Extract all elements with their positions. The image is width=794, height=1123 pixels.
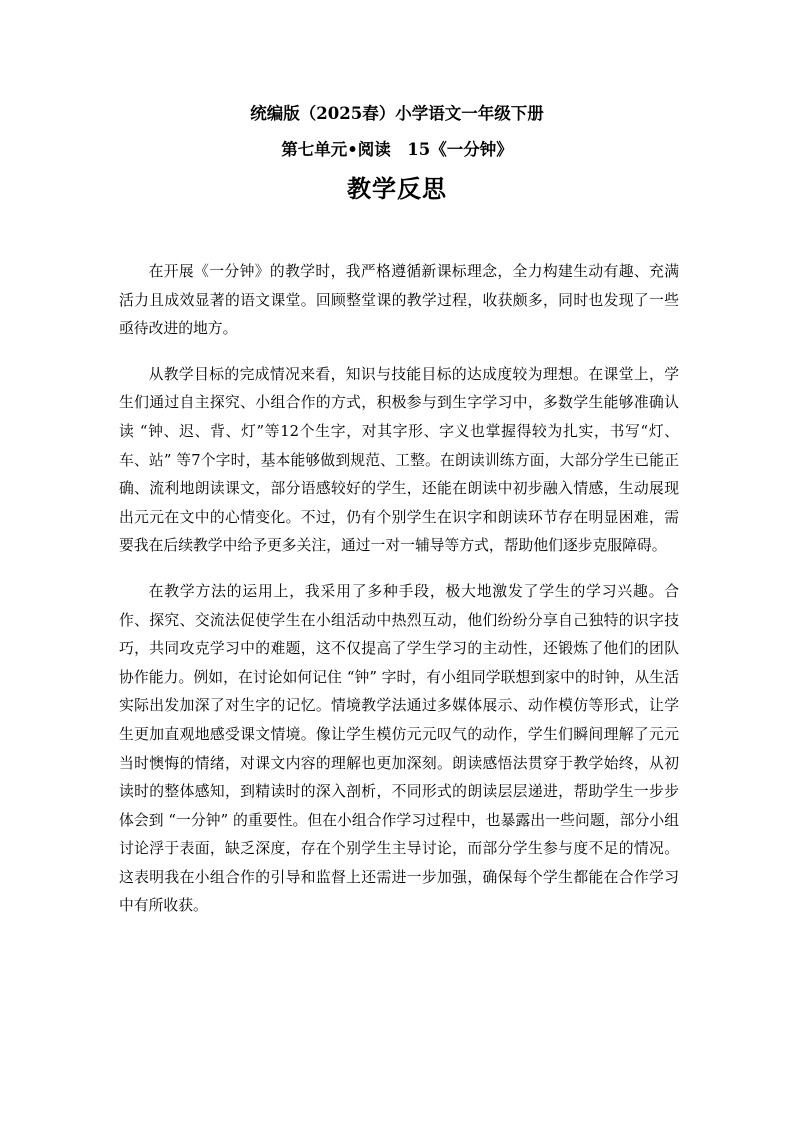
document-title: 教学反思 — [347, 174, 447, 203]
document-header — [0, 104, 794, 204]
document-body — [119, 258, 679, 938]
paragraph-intro: 在开展《一分钟》的教学时，我严格遵循新课标理念，全力构建生动有趣、充满活力且成效显著的语文课堂。回顾整堂课的教学过程，收获颇多，同时也发现了一些亟待改进的地方。 — [119, 263, 679, 338]
paragraph-teaching-methods: 在教学方法的运用上，我采用了多种手段，极大地激发了学生的学习兴趣。合作、探究、交流法促使学生在小组活动中热烈互动，他们纷纷分享自己独特的识字技巧，共同攻克学习中的难题，这不仅提高了学生学习的主动性，还锻炼了他们的团队协作能力。例如，在讨论如何记住 “钟” 字时，有小组同学联想到家中的时钟，从生活实际出发加深了对生字的记忆。情境教学法通过多媒体展示、动作模仿等形式，让学生更加直观地感受课文情境。像让学生模仿元元叹气的动作，学生们瞬间理解了元元当时懊悔的情绪，对课文内容的理解也更加深刻。朗读感悟法贯穿于教学始终，从初读时的整体感知，到精读时的深入剖析，不同形式的朗读层层递进，帮助学生一步步体会到 “一分钟” 的重要性。但在小组合作学习过程中，也暴露出一些问题，部分小组讨论浮于表面，缺乏深度，存在个别学生主导讨论，而部分学生参与度不足的情况。这表明我在小组合作的引导和监督上还需进一步加强，确保每个学生都能在合作学习中有所收获。 — [119, 582, 679, 915]
textbook-edition-line: 统编版（2025春）小学语文一年级下册 — [250, 104, 544, 123]
paragraph-teaching-goals: 从教学目标的完成情况来看，知识与技能目标的达成度较为理想。在课堂上，学生们通过自主探究、小组合作的方式，积极参与到生字学习中，多数学生能够准确认读 “钟、迟、背、灯”等12个生字，对其字形、字义也掌握得较为扎实，书写“灯、车、站” 等7个字时，基本能够做到规范、工整。在朗读训练方面，大部分学生已能正确、流利地朗读课文，部分语感较好的学生，还能在朗读中初步融入情感，生动展现出元元在文中的心情变化。不过，仍有个别学生在识字和朗读环节存在明显困难，需要我在后续教学中给予更多关注，通过一对一辅导等方式，帮助他们逐步克服障碍。 — [119, 365, 679, 555]
unit-lesson-line: 第七单元•阅读 15《一分钟》 — [281, 140, 513, 159]
